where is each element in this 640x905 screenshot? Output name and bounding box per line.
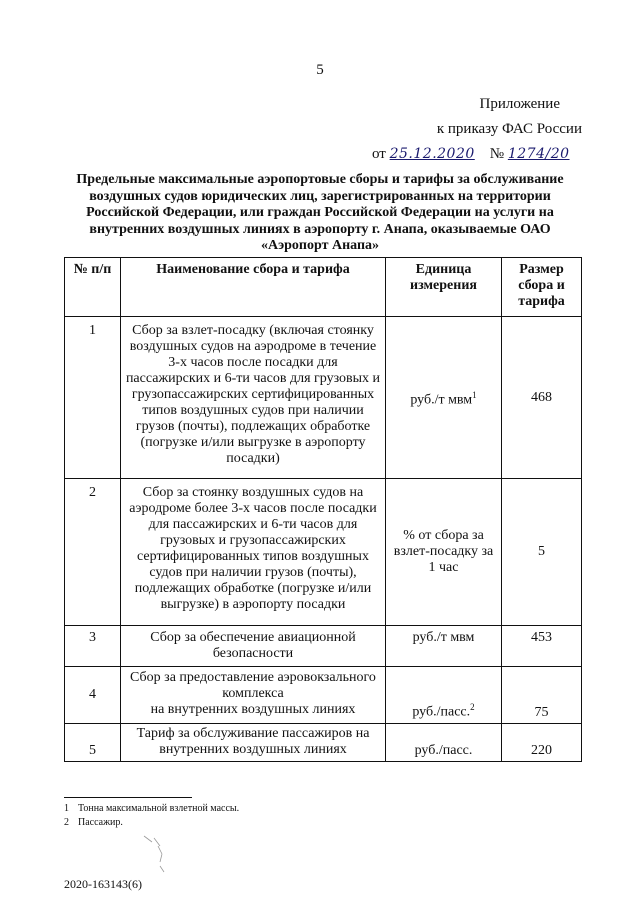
row-value: 453 [502, 626, 582, 667]
document-title: Предельные максимальные аэропортовые сборы и тарифы за обслуживание воздушных судов юридических лиц, зарегистрированных на территории Российской Федерации, или граждан Российской Федерации на услуги на внутренних воздушных линиях в аэропорту г. Анапа, оказываемые ОАО «Аэропорт Анапа» [76, 172, 564, 253]
table-row [65, 724, 582, 762]
order-reference: к приказу ФАС России [436, 121, 582, 137]
row-value: 75 [502, 667, 582, 724]
scan-mark [140, 832, 190, 882]
order-number-label: № [489, 146, 505, 162]
footnote-1: 1 Тонна максимальной взлетной массы. [64, 803, 240, 814]
row-unit: руб./пасс.$^2$ [386, 667, 502, 724]
row-name: Сбор за взлет-посадку (включая стоянку воздушных судов на аэродроме в течение 3-х часов после посадки для пассажирских и 6-ти часов для грузовых и грузопассажирских сертифицированных типов воздушных судов при наличии грузов (почты), подлежащих обработке (погрузке и/или выгрузке в аэропорту посадки) [121, 317, 386, 479]
header-size: Размер сбора и тарифа [502, 258, 582, 317]
order-number-handwritten: 1274/20 [507, 146, 570, 162]
row-unit: руб./пасс. [386, 724, 502, 762]
appendix-label: Приложение [479, 96, 560, 112]
order-date-handwritten: 25.12.2020 [389, 146, 475, 162]
table-row [65, 317, 582, 479]
tariff-table [64, 257, 582, 762]
header-name: Наименование сбора и тарифа [121, 258, 386, 317]
page-number: 5 [316, 62, 324, 78]
table-header-row [65, 258, 582, 317]
table-row [65, 667, 582, 724]
row-value: 5 [502, 479, 582, 626]
header-unit: Единица измерения [386, 258, 502, 317]
row-no: 3 [65, 626, 121, 667]
row-no: 4 [65, 667, 121, 724]
document-code: 2020-163143(6) [64, 877, 142, 891]
row-value: 220 [502, 724, 582, 762]
row-no: 1 [65, 317, 121, 479]
row-unit: руб./т мвм$^1$ [386, 317, 502, 479]
row-unit: % от сбора за взлет-посадку за 1 час [386, 479, 502, 626]
row-name: Тариф за обслуживание пассажиров на внутренних воздушных линиях [121, 724, 386, 762]
row-no: 2 [65, 479, 121, 626]
row-value: 468 [502, 317, 582, 479]
table-row [65, 479, 582, 626]
row-name: Сбор за обеспечение авиационной безопасности [121, 626, 386, 667]
row-name: Сбор за предоставление аэровокзального комплекса на внутренних воздушных линиях [121, 667, 386, 724]
footnote-2: 2 Пассажир. [64, 817, 123, 828]
order-from-label: от [372, 146, 386, 162]
footnote-divider [64, 797, 192, 798]
row-unit: руб./т мвм [386, 626, 502, 667]
header-no: № п/п [65, 258, 121, 317]
order-date-number [372, 146, 570, 163]
row-no: 5 [65, 724, 121, 762]
table-row [65, 626, 582, 667]
row-name: Сбор за стоянку воздушных судов на аэродроме более 3-х часов после посадки для пассажирских и 6-ти часов для грузовых и грузопассажирских сертифицированных типов воздушных судов при наличии грузов (почты), подлежащих обработке (погрузке и/или выгрузке) в аэропорту посадки [121, 479, 386, 626]
